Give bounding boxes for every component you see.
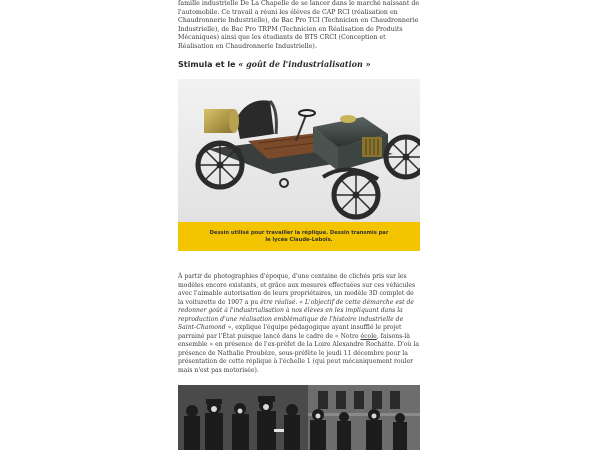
body-text-3: », explique l'équipe pédagogique ayant insufflé le projet parrainé par l'État puisque lancé dans le cadre de « Notre	[178, 324, 402, 340]
body-emphasis-1: être réalisé	[260, 298, 296, 306]
car-3d-render-image	[178, 79, 420, 222]
intro-paragraph: famille industrielle De La Chapelle de se lancer dans le marché naissant de l'automobile. Ce travail a réuni les élèves de CAP RCI (réalisation en Chaudronnerie Industrielle), de Bac Pro TCI (Technicien en Chaudronnerie Industrielle), de Bac Pro TRPM (Technicien en Réalisation de Produits Mécaniques) ainsi que les étudiants de BTS CRCI (Conception et Réalisation en Chaudronnerie Industrielle).	[178, 0, 420, 50]
body-quote: L'objectif de cette démarche est de redonner goût à l'industrialisation à nos élèves en les impliquant dans la reproduction d'une réalisation emblématique de l'histoire industrielle de Saint-Chamond	[178, 298, 415, 331]
figure-caption-box	[178, 222, 420, 251]
section-heading	[178, 59, 371, 69]
historic-photo-illustration	[178, 385, 420, 450]
article-column	[178, 0, 420, 52]
heading-plain: Stimula et le	[178, 60, 239, 69]
body-text-4: , faisons-là ensemble » en présence de l'ex-préfet de la Loire Alexandre Rochatte. D'où la présence de Nathalie Proubèze, sous-préfète le jeudi 11 décembre pour la présentation de cette réplique à l'échelle 1 (qui peut mécaniquement rouler mais n'est pas motorisée).	[178, 332, 420, 374]
body-text-1: À partir de photographies d'époque, d'une centaine de clichés pris sur les modèles encore existants, et grâce aux mesures effectuées sur ces véhicules avec l'aimable autorisation de leurs propriétaires, un modèle 3D complet de la voiturette de 1907 a pu	[178, 273, 416, 306]
body-text-2: . «	[295, 298, 305, 306]
car-illustration	[178, 79, 420, 222]
figure-caption: Dessin utilisé pour travailler la réplique. Dessin transmis par le lycée Claude-Lebois.	[209, 229, 389, 243]
body-paragraph	[178, 273, 420, 375]
historic-photo-image	[178, 385, 420, 450]
heading-emphasis: « goût de l'industrialisation »	[238, 59, 371, 69]
ecole-link[interactable]: école	[360, 332, 377, 340]
